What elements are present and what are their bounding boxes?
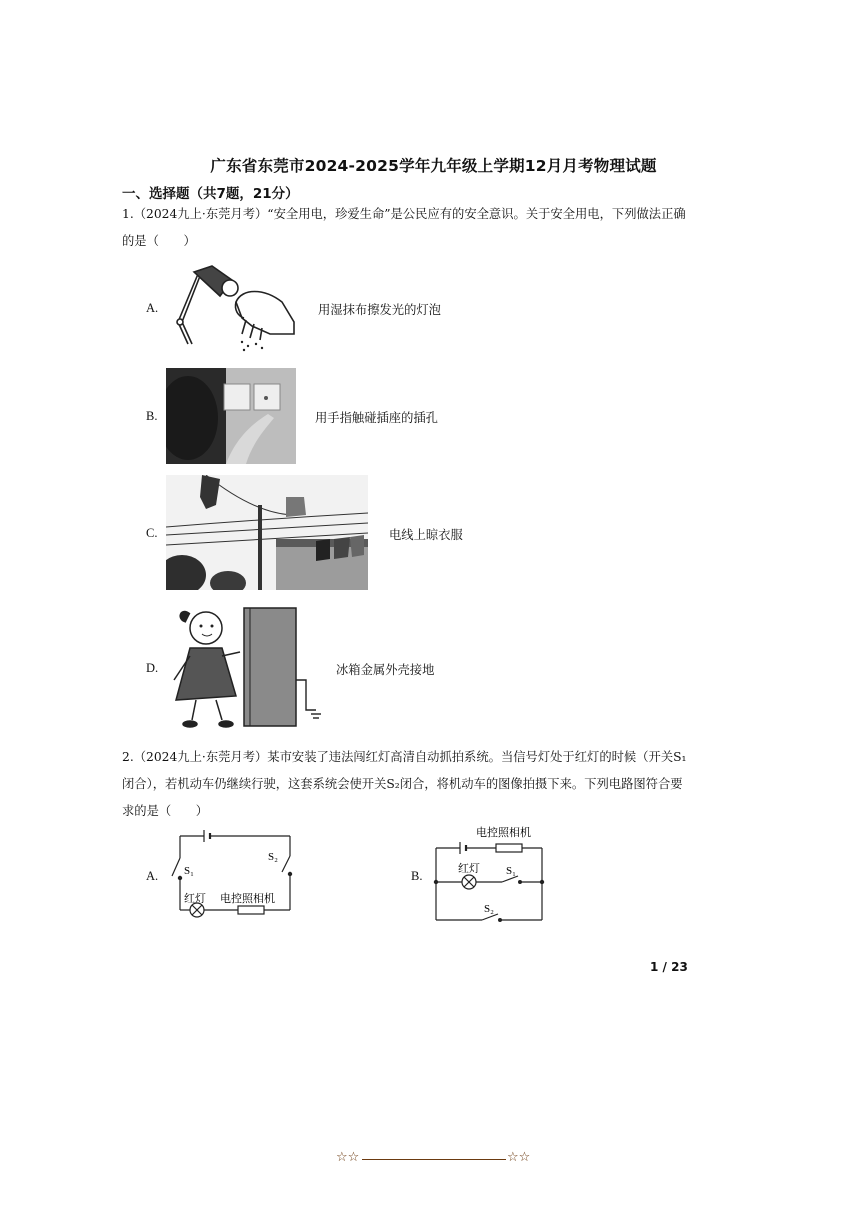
- footer-divider: [362, 1159, 506, 1160]
- q2a-s2-label: S₂: [268, 851, 278, 863]
- q2b-camera-label: 电控照相机: [476, 826, 531, 839]
- footer-stars-right: ☆☆: [507, 1150, 531, 1165]
- q2a-camera-label: 电控照相机: [220, 892, 275, 905]
- q1-option-a-letter: A.: [146, 301, 159, 315]
- circuit-diagram-b: [430, 820, 554, 926]
- circuit-diagram-a: [164, 826, 304, 926]
- q2-option-b-letter: B.: [411, 869, 423, 883]
- q1-option-c-letter: C.: [146, 526, 158, 540]
- desk-lamp-hand-illustration: [172, 262, 296, 352]
- child-touching-socket-photo: [166, 368, 296, 464]
- q1-option-d-image: [166, 600, 326, 730]
- q1-option-d-letter: D.: [146, 661, 159, 675]
- q2-option-b-circuit: [430, 820, 554, 926]
- clothes-on-power-line-photo: [166, 475, 368, 590]
- q1-option-c-text: 电线上晾衣服: [389, 528, 463, 542]
- q2a-lamp-label: 红灯: [184, 892, 206, 905]
- page-number: 1 / 23: [650, 960, 688, 974]
- q1-option-b-text: 用手指触碰插座的插孔: [315, 411, 438, 425]
- q1-option-b-image: [166, 368, 296, 464]
- q2b-lamp-label: 红灯: [458, 862, 480, 875]
- q1-option-d-text: 冰箱金属外壳接地: [336, 663, 435, 677]
- footer-stars-left: ☆☆: [336, 1150, 360, 1165]
- q1-option-b-letter: B.: [146, 409, 158, 423]
- q2b-s2-label: S₂: [484, 903, 494, 915]
- q1-option-a-image: [172, 262, 296, 352]
- q2a-s1-label: S₁: [184, 865, 194, 877]
- q2b-s1-label: S₁: [506, 865, 516, 877]
- q2-option-a-circuit: [164, 826, 304, 926]
- question-1-text: 1.（2024九上·东莞月考）“安全用电，珍爱生命”是公民应有的安全意识。关于安全用电，下列做法正确的是（ ）: [122, 207, 686, 248]
- girl-fridge-grounding-illustration: [166, 600, 326, 730]
- q1-option-a-text: 用湿抹布擦发光的灯泡: [318, 303, 441, 317]
- section-heading: 一、选择题（共7题，21分）: [122, 186, 299, 202]
- question-2-text: 2.（2024九上·东莞月考）某市安装了违法闯红灯高清自动抓拍系统。当信号灯处于红灯的时候（开关S₁闭合），若机动车仍继续行驶，这套系统会使开关S₂闭合，将机动车的图像拍摄下来。下列电路图符合要求的是（ ）: [122, 750, 687, 818]
- q1-option-c-image: [166, 475, 368, 590]
- page-title: 广东省东莞市2024-2025学年九年级上学期12月月考物理试题: [210, 157, 657, 175]
- q2-option-a-letter: A.: [146, 869, 159, 883]
